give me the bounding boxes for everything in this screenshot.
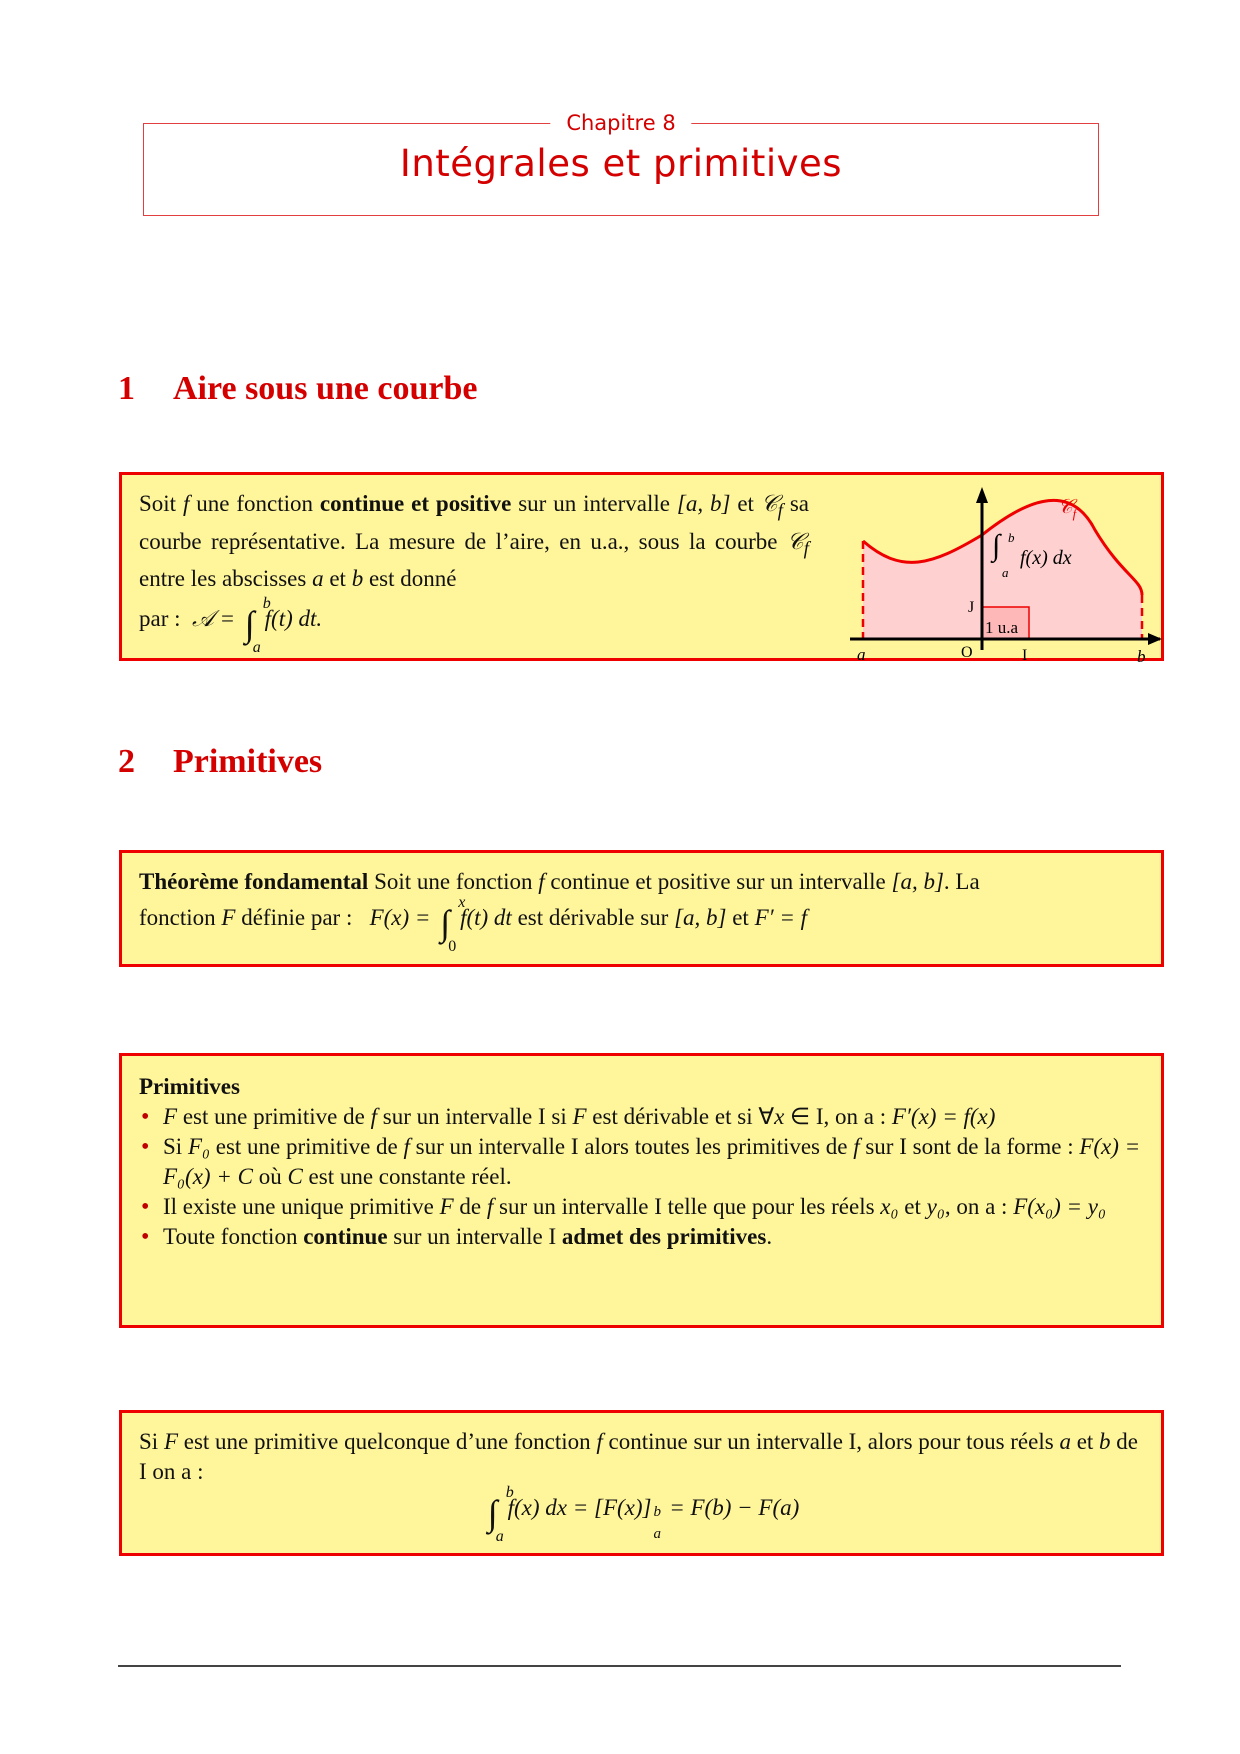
text: continue sur un intervalle I, alors pour tous réels <box>602 1429 1060 1454</box>
math: x₀ <box>880 1194 899 1219</box>
math: f <box>853 1134 860 1159</box>
math: y₀ <box>926 1194 945 1219</box>
graph-integral-sign: ∫ <box>992 529 1001 562</box>
math-interval: [a, b] <box>676 491 731 516</box>
math-area: 𝒜 = <box>192 606 236 632</box>
text: définie par : <box>235 905 353 930</box>
label-b: b <box>1137 647 1146 666</box>
text: sa courbe représentative. La mesure de l’aire, en u.a., sous la courbe <box>139 491 810 554</box>
primitives-box <box>119 1053 1164 1328</box>
text: une fonction <box>189 491 320 516</box>
graph-int-upper: b <box>1008 530 1015 545</box>
math-curve: 𝒞 <box>760 491 778 516</box>
integral-sign: ∫ b a <box>487 1484 514 1545</box>
bold-text: admet des primitives <box>561 1224 767 1249</box>
math-F: F <box>221 905 236 930</box>
text: Soit une fonction <box>368 869 539 894</box>
text: où <box>252 1164 288 1189</box>
math-formula: f(x) dx = [F(x)] <box>507 1495 652 1520</box>
section-title: Aire sous une courbe <box>173 370 478 407</box>
math: f <box>370 1104 377 1129</box>
text: ∈ I, on a : <box>784 1104 892 1129</box>
math: F(x₀) = y₀ <box>1013 1194 1107 1219</box>
integral-sign: ∫ x 0 <box>440 894 466 955</box>
text: et <box>726 905 755 930</box>
text: sur un intervalle I si <box>377 1104 573 1129</box>
text: et <box>898 1194 927 1219</box>
section-heading-2 <box>118 743 322 781</box>
math-a: a <box>312 566 324 592</box>
label-I: I <box>1022 647 1028 664</box>
text: , on a : <box>944 1194 1014 1219</box>
math-interval: [a, b] <box>891 869 944 894</box>
text: sur un intervalle I <box>387 1224 562 1249</box>
text: est une primitive de <box>209 1134 404 1159</box>
unit-label: 1 u.a <box>985 618 1019 637</box>
curve-label: 𝒞$_f$ <box>1058 496 1077 521</box>
theorem-title: Théorème fondamental <box>139 869 369 894</box>
text: est une constante réel. <box>302 1164 512 1189</box>
bracket-upper: b <box>653 1504 661 1520</box>
label-a: a <box>857 645 866 664</box>
list-item <box>139 1192 1144 1222</box>
text: par : <box>139 606 181 632</box>
bold-text: continue et positive <box>319 491 512 516</box>
text: sur un intervalle I telle que pour les réels <box>493 1194 881 1219</box>
math-F: F <box>163 1429 178 1454</box>
primitives-list <box>139 1102 1144 1252</box>
math-interval: [a, b] <box>674 905 727 930</box>
section-number: 1 <box>118 370 135 407</box>
bracket-lower: a <box>653 1526 661 1542</box>
math-integrand: f(t) dt <box>460 905 512 930</box>
text: est une primitive de <box>177 1104 371 1129</box>
math-f: f <box>538 869 545 894</box>
text: sur un intervalle <box>511 491 670 516</box>
text: est dérivable sur <box>511 905 675 930</box>
math: x <box>774 1104 785 1129</box>
math-f: f <box>596 1429 603 1454</box>
int-upper: x <box>458 894 466 911</box>
chapter-header <box>143 111 1099 216</box>
math: F₀ <box>187 1134 210 1159</box>
section-heading-1 <box>118 370 477 408</box>
math: C <box>287 1164 303 1189</box>
text: Si <box>139 1429 164 1454</box>
integral-sign: ∫ b a <box>244 595 271 657</box>
math: F(x) = F₀(x) + C <box>163 1134 1141 1189</box>
x-axis-arrow-icon <box>1148 633 1162 645</box>
box-title: Primitives <box>139 1074 240 1099</box>
text: est dérivable et si ∀ <box>586 1104 775 1129</box>
text: et <box>323 566 352 592</box>
text: sur un intervalle I alors toutes les primitives de <box>409 1134 854 1159</box>
label-J: J <box>968 599 975 616</box>
graph-integral-label: f(x) dx <box>1020 547 1072 569</box>
text: de <box>453 1194 487 1219</box>
text: Il existe une unique primitive <box>163 1194 440 1219</box>
y-axis-arrow-icon <box>976 487 988 503</box>
footer-rule <box>118 1665 1121 1667</box>
text: de I on a : <box>139 1429 1139 1484</box>
text: Soit <box>139 491 183 516</box>
math: F <box>163 1104 178 1129</box>
math-f: f <box>182 491 190 516</box>
math-b: b <box>1099 1429 1111 1454</box>
chapter-title: Intégrales et primitives <box>399 142 843 185</box>
math: F′(x) = f(x) <box>891 1104 996 1129</box>
int-lower: a <box>252 639 261 657</box>
text: Si <box>163 1134 188 1159</box>
math: F <box>572 1104 587 1129</box>
text: Toute fonction <box>163 1224 304 1249</box>
text: et <box>1070 1429 1100 1454</box>
math-b: b <box>351 566 364 592</box>
math: F <box>439 1194 454 1219</box>
math-formula-end: = F(b) − F(a) <box>663 1495 800 1520</box>
text: continue et positive sur un intervalle <box>544 869 892 894</box>
math-integrand: f(t) dt. <box>264 606 323 632</box>
int-upper: b <box>262 595 271 613</box>
section-title: Primitives <box>173 743 323 780</box>
text: est donné <box>363 566 457 592</box>
text: . <box>766 1224 773 1249</box>
math-conclusion: F′ = f <box>754 905 808 930</box>
bold-text: continue <box>303 1224 388 1249</box>
display-formula <box>139 1484 1144 1545</box>
formula-box <box>119 1410 1164 1556</box>
text: fonction <box>139 905 222 930</box>
text: sur I sont de la forme : <box>859 1134 1080 1159</box>
list-item <box>139 1222 1144 1252</box>
text: . La <box>943 869 980 894</box>
math-curve: 𝒞 <box>786 528 804 554</box>
chapter-label: Chapitre 8 <box>550 111 691 135</box>
graph-int-lower: a <box>1002 565 1009 580</box>
math-a: a <box>1059 1429 1071 1454</box>
math: f <box>486 1194 494 1219</box>
list-item <box>139 1132 1144 1192</box>
theorem-box <box>119 850 1164 967</box>
int-upper: b <box>505 1484 514 1501</box>
text: entre les abscisses <box>139 566 313 592</box>
int-lower: a <box>495 1528 504 1545</box>
text: et <box>730 491 761 516</box>
definition-box-area <box>119 472 1164 666</box>
list-item <box>139 1102 1144 1132</box>
math-sub: f <box>777 500 783 522</box>
math-formula: F(x) = <box>369 905 431 930</box>
section-number: 2 <box>118 743 135 780</box>
math-sub: f <box>803 538 809 560</box>
area-under-curve-graph <box>842 485 1162 666</box>
label-O: O <box>961 644 973 661</box>
text: est une primitive quelconque d’une fonction <box>178 1429 597 1454</box>
int-lower: 0 <box>448 938 457 955</box>
math: f <box>403 1134 410 1159</box>
